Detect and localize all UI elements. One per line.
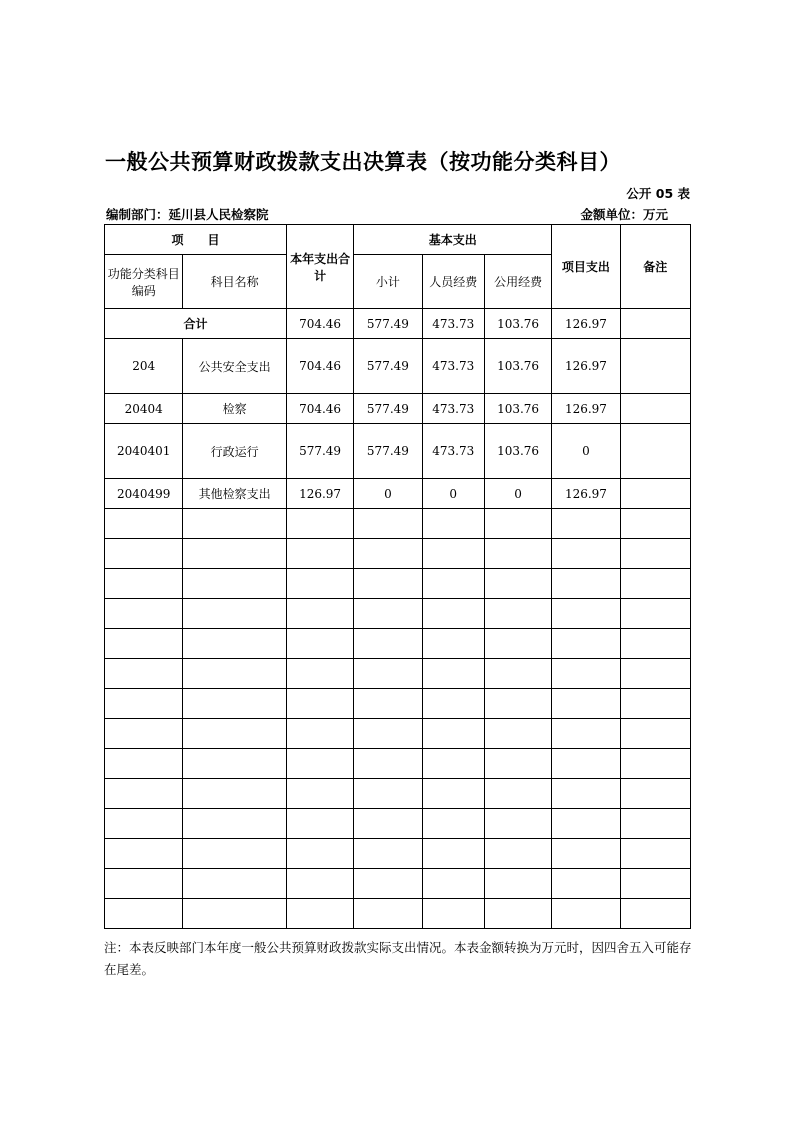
empty-cell (354, 719, 422, 749)
empty-cell (620, 779, 690, 809)
empty-cell (354, 659, 422, 689)
header-item: 项 目 (105, 225, 287, 255)
empty-cell (105, 599, 183, 629)
public-cell: 103.76 (484, 339, 551, 394)
empty-cell (105, 869, 183, 899)
empty-cell (354, 539, 422, 569)
empty-cell (484, 869, 551, 899)
empty-cell (484, 659, 551, 689)
empty-cell (552, 869, 620, 899)
empty-cell (183, 719, 287, 749)
empty-cell (286, 539, 353, 569)
total-cell: 704.46 (286, 309, 353, 339)
empty-cell (183, 659, 287, 689)
empty-cell (286, 509, 353, 539)
subtotal-cell: 0 (354, 479, 422, 509)
empty-row (105, 659, 691, 689)
empty-cell (422, 539, 484, 569)
project-cell: 126.97 (552, 479, 620, 509)
header-basic: 基本支出 (354, 225, 552, 255)
total-label: 合计 (105, 309, 287, 339)
empty-cell (354, 689, 422, 719)
empty-cell (484, 899, 551, 929)
empty-row (105, 869, 691, 899)
empty-cell (354, 509, 422, 539)
empty-cell (286, 899, 353, 929)
empty-row (105, 809, 691, 839)
project-cell: 126.97 (552, 309, 620, 339)
empty-cell (354, 839, 422, 869)
empty-cell (620, 509, 690, 539)
header-name: 科目名称 (183, 255, 287, 309)
empty-cell (286, 599, 353, 629)
footnote: 注：本表反映部门本年度一般公共预算财政拨款实际支出情况。本表金额转换为万元时，因四舍五入可能存在尾差。 (104, 940, 692, 977)
code-cell: 204 (105, 339, 183, 394)
empty-cell (552, 509, 620, 539)
project-cell: 126.97 (552, 339, 620, 394)
empty-cell (620, 599, 690, 629)
empty-row (105, 629, 691, 659)
empty-cell (105, 779, 183, 809)
empty-cell (354, 899, 422, 929)
amount-unit: 金额单位：万元 (580, 207, 668, 222)
empty-cell (183, 779, 287, 809)
empty-cell (422, 569, 484, 599)
empty-cell (484, 839, 551, 869)
empty-cell (183, 749, 287, 779)
empty-cell (422, 749, 484, 779)
empty-cell (183, 599, 287, 629)
empty-cell (422, 629, 484, 659)
project-cell: 126.97 (552, 394, 620, 424)
empty-cell (105, 839, 183, 869)
empty-cell (286, 569, 353, 599)
empty-cell (422, 809, 484, 839)
page-title: 一般公共预算财政拨款支出决算表（按功能分类科目） (105, 150, 621, 174)
empty-cell (552, 539, 620, 569)
table-row (105, 479, 691, 509)
empty-cell (183, 899, 287, 929)
public-cell: 103.76 (484, 394, 551, 424)
empty-cell (183, 539, 287, 569)
empty-cell (354, 869, 422, 899)
empty-cell (286, 689, 353, 719)
empty-cell (620, 749, 690, 779)
empty-cell (552, 569, 620, 599)
empty-cell (422, 899, 484, 929)
name-cell: 检察 (183, 394, 287, 424)
public-cell: 103.76 (484, 424, 551, 479)
empty-row (105, 749, 691, 779)
empty-cell (286, 749, 353, 779)
empty-cell (286, 659, 353, 689)
empty-cell (620, 809, 690, 839)
compiling-department: 编制部门：延川县人民检察院 (106, 207, 269, 222)
header-remark: 备注 (620, 225, 690, 309)
code-cell: 20404 (105, 394, 183, 424)
empty-cell (105, 899, 183, 929)
empty-row (105, 839, 691, 869)
name-cell: 行政运行 (183, 424, 287, 479)
header-project: 项目支出 (552, 225, 620, 309)
empty-cell (484, 509, 551, 539)
empty-row (105, 899, 691, 929)
empty-cell (422, 509, 484, 539)
remark-cell (620, 339, 690, 394)
header-total: 本年支出合计 (286, 225, 353, 309)
table-row (105, 339, 691, 394)
subtotal-cell: 577.49 (354, 309, 422, 339)
header-subtotal: 小计 (354, 255, 422, 309)
public-cell: 103.76 (484, 309, 551, 339)
empty-cell (286, 869, 353, 899)
empty-cell (552, 779, 620, 809)
empty-cell (183, 689, 287, 719)
code-cell: 2040401 (105, 424, 183, 479)
empty-cell (552, 749, 620, 779)
empty-cell (552, 809, 620, 839)
empty-cell (620, 659, 690, 689)
empty-cell (620, 689, 690, 719)
empty-cell (183, 509, 287, 539)
empty-cell (422, 659, 484, 689)
empty-cell (286, 719, 353, 749)
table-row (105, 394, 691, 424)
empty-cell (620, 629, 690, 659)
empty-row (105, 509, 691, 539)
header-code: 功能分类科目编码 (105, 255, 183, 309)
name-cell: 其他检察支出 (183, 479, 287, 509)
subtotal-cell: 577.49 (354, 424, 422, 479)
empty-cell (422, 779, 484, 809)
empty-cell (105, 659, 183, 689)
empty-row (105, 719, 691, 749)
empty-cell (484, 629, 551, 659)
empty-cell (183, 569, 287, 599)
empty-cell (620, 839, 690, 869)
empty-cell (105, 749, 183, 779)
total-row (105, 309, 691, 339)
empty-cell (484, 599, 551, 629)
personnel-cell: 473.73 (422, 339, 484, 394)
subtotal-cell: 577.49 (354, 394, 422, 424)
personnel-cell: 0 (422, 479, 484, 509)
empty-cell (105, 809, 183, 839)
empty-cell (105, 569, 183, 599)
empty-cell (552, 599, 620, 629)
empty-cell (484, 689, 551, 719)
empty-cell (354, 779, 422, 809)
header-personnel: 人员经费 (422, 255, 484, 309)
table-row (105, 424, 691, 479)
empty-cell (183, 839, 287, 869)
empty-cell (105, 719, 183, 749)
empty-cell (552, 899, 620, 929)
empty-cell (484, 809, 551, 839)
empty-cell (286, 839, 353, 869)
remark-cell (620, 394, 690, 424)
empty-cell (422, 599, 484, 629)
header-public: 公用经费 (484, 255, 551, 309)
personnel-cell: 473.73 (422, 394, 484, 424)
form-number: 公开 05 表 (626, 186, 690, 201)
code-cell: 2040499 (105, 479, 183, 509)
name-cell: 公共安全支出 (183, 339, 287, 394)
empty-cell (354, 749, 422, 779)
empty-cell (620, 869, 690, 899)
empty-cell (422, 869, 484, 899)
empty-cell (286, 629, 353, 659)
personnel-cell: 473.73 (422, 424, 484, 479)
budget-table (104, 224, 691, 929)
empty-cell (354, 809, 422, 839)
personnel-cell: 473.73 (422, 309, 484, 339)
empty-row (105, 689, 691, 719)
empty-row (105, 539, 691, 569)
empty-cell (354, 599, 422, 629)
empty-cell (552, 719, 620, 749)
empty-cell (484, 569, 551, 599)
empty-cell (183, 809, 287, 839)
empty-cell (286, 779, 353, 809)
remark-cell (620, 424, 690, 479)
empty-cell (484, 719, 551, 749)
subtotal-cell: 577.49 (354, 339, 422, 394)
empty-cell (552, 689, 620, 719)
empty-row (105, 599, 691, 629)
project-cell: 0 (552, 424, 620, 479)
empty-cell (422, 719, 484, 749)
empty-row (105, 779, 691, 809)
empty-cell (422, 839, 484, 869)
empty-cell (354, 569, 422, 599)
remark-cell (620, 479, 690, 509)
empty-cell (105, 539, 183, 569)
empty-cell (354, 629, 422, 659)
empty-cell (552, 659, 620, 689)
total-cell: 704.46 (286, 394, 353, 424)
empty-cell (286, 809, 353, 839)
empty-cell (620, 539, 690, 569)
empty-cell (484, 539, 551, 569)
empty-cell (620, 899, 690, 929)
empty-cell (552, 839, 620, 869)
empty-cell (484, 779, 551, 809)
empty-cell (620, 569, 690, 599)
empty-cell (422, 689, 484, 719)
empty-cell (620, 719, 690, 749)
empty-cell (484, 749, 551, 779)
empty-cell (552, 629, 620, 659)
empty-cell (105, 509, 183, 539)
total-cell: 577.49 (286, 424, 353, 479)
empty-cell (105, 689, 183, 719)
remark-cell (620, 309, 690, 339)
public-cell: 0 (484, 479, 551, 509)
empty-cell (105, 629, 183, 659)
total-cell: 126.97 (286, 479, 353, 509)
empty-cell (183, 629, 287, 659)
total-cell: 704.46 (286, 339, 353, 394)
empty-cell (183, 869, 287, 899)
empty-row (105, 569, 691, 599)
